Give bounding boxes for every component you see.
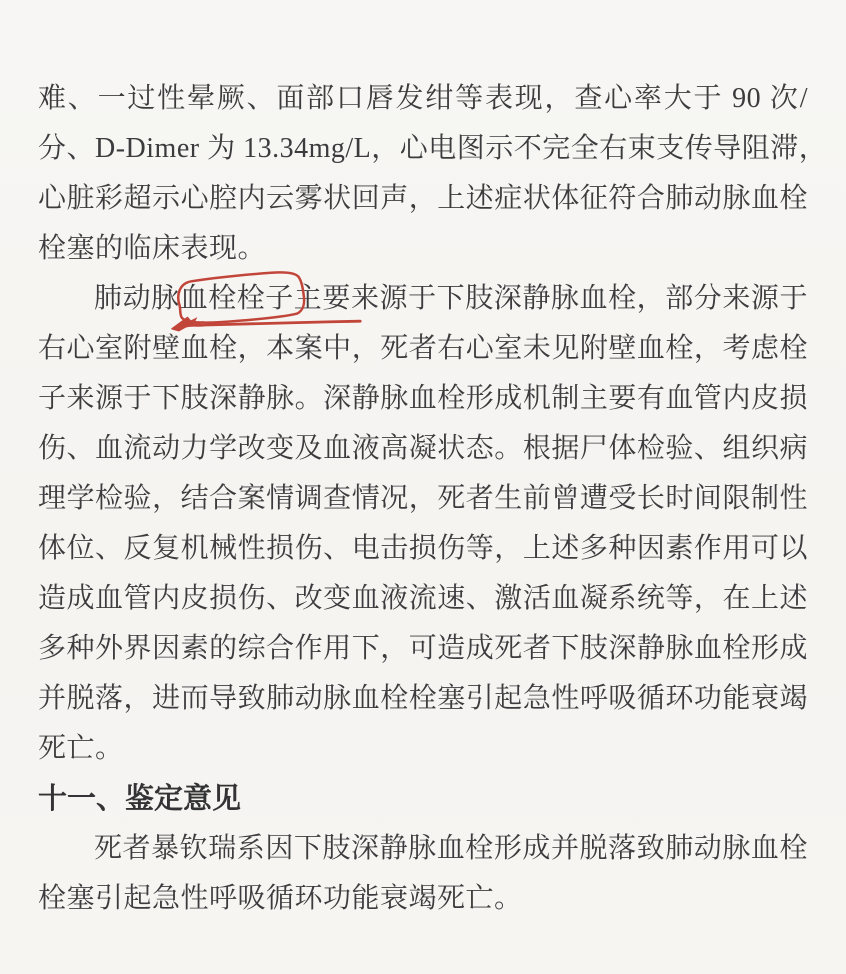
text-line: 并脱落，进而导致肺动脉血栓栓塞引起急性呼吸循环功能衰竭 <box>38 683 808 714</box>
text-line: 理学检验，结合案情调查情况，死者生前曾遭受长时间限制性 <box>38 483 808 514</box>
section-heading-appraisal-opinion: 十一、鉴定意见 <box>38 783 242 815</box>
document-text-block <box>38 74 828 924</box>
text-post-circle: 主要来源于下肢深静脉血栓，部分来源于 <box>293 283 808 314</box>
text-line: 心脏彩超示心腔内云雾状回声，上述症状体征符合肺动脉血栓 <box>38 183 808 214</box>
text-line: 伤、血流动力学改变及血液高凝状态。根据尸体检验、组织病 <box>38 433 808 464</box>
text-line: 多种外界因素的综合作用下，可造成死者下肢深静脉血栓形成 <box>38 633 808 664</box>
text-line: 子来源于下肢深静脉。深静脉血栓形成机制主要有血管内皮损 <box>38 383 808 414</box>
text-line: 难、一过性晕厥、面部口唇发绀等表现，查心率大于 90 次/ <box>38 83 808 114</box>
text-line-with-annotation <box>38 274 808 324</box>
paragraph-conclusion <box>38 824 808 924</box>
text-line: 分、D-Dimer 为 13.34mg/L，心电图示不完全右束支传导阻滞， <box>38 133 828 164</box>
text-line: 右心室附壁血栓，本案中，死者右心室未见附壁血栓，考虑栓 <box>38 333 808 364</box>
text-line: 造成血管内皮损伤、改变血液流速、激活血凝系统等，在上述 <box>38 583 808 614</box>
text-pre-circle: 肺动脉 <box>94 283 180 314</box>
circled-text-label: 血栓栓子 <box>179 283 294 314</box>
text-line: 死亡。 <box>38 733 124 764</box>
paragraph-clinical-findings <box>38 74 828 274</box>
text-line: 死者暴钦瑞系因下肢深静脉血栓形成并脱落致肺动脉血栓 <box>94 833 808 864</box>
circled-text <box>180 274 294 324</box>
paragraph-thrombus-analysis <box>38 274 808 774</box>
text-line: 栓塞引起急性呼吸循环功能衰竭死亡。 <box>38 883 523 914</box>
text-line: 栓塞的临床表现。 <box>38 233 267 264</box>
text-line: 体位、反复机械性损伤、电击损伤等，上述多种因素作用可以 <box>38 533 808 564</box>
